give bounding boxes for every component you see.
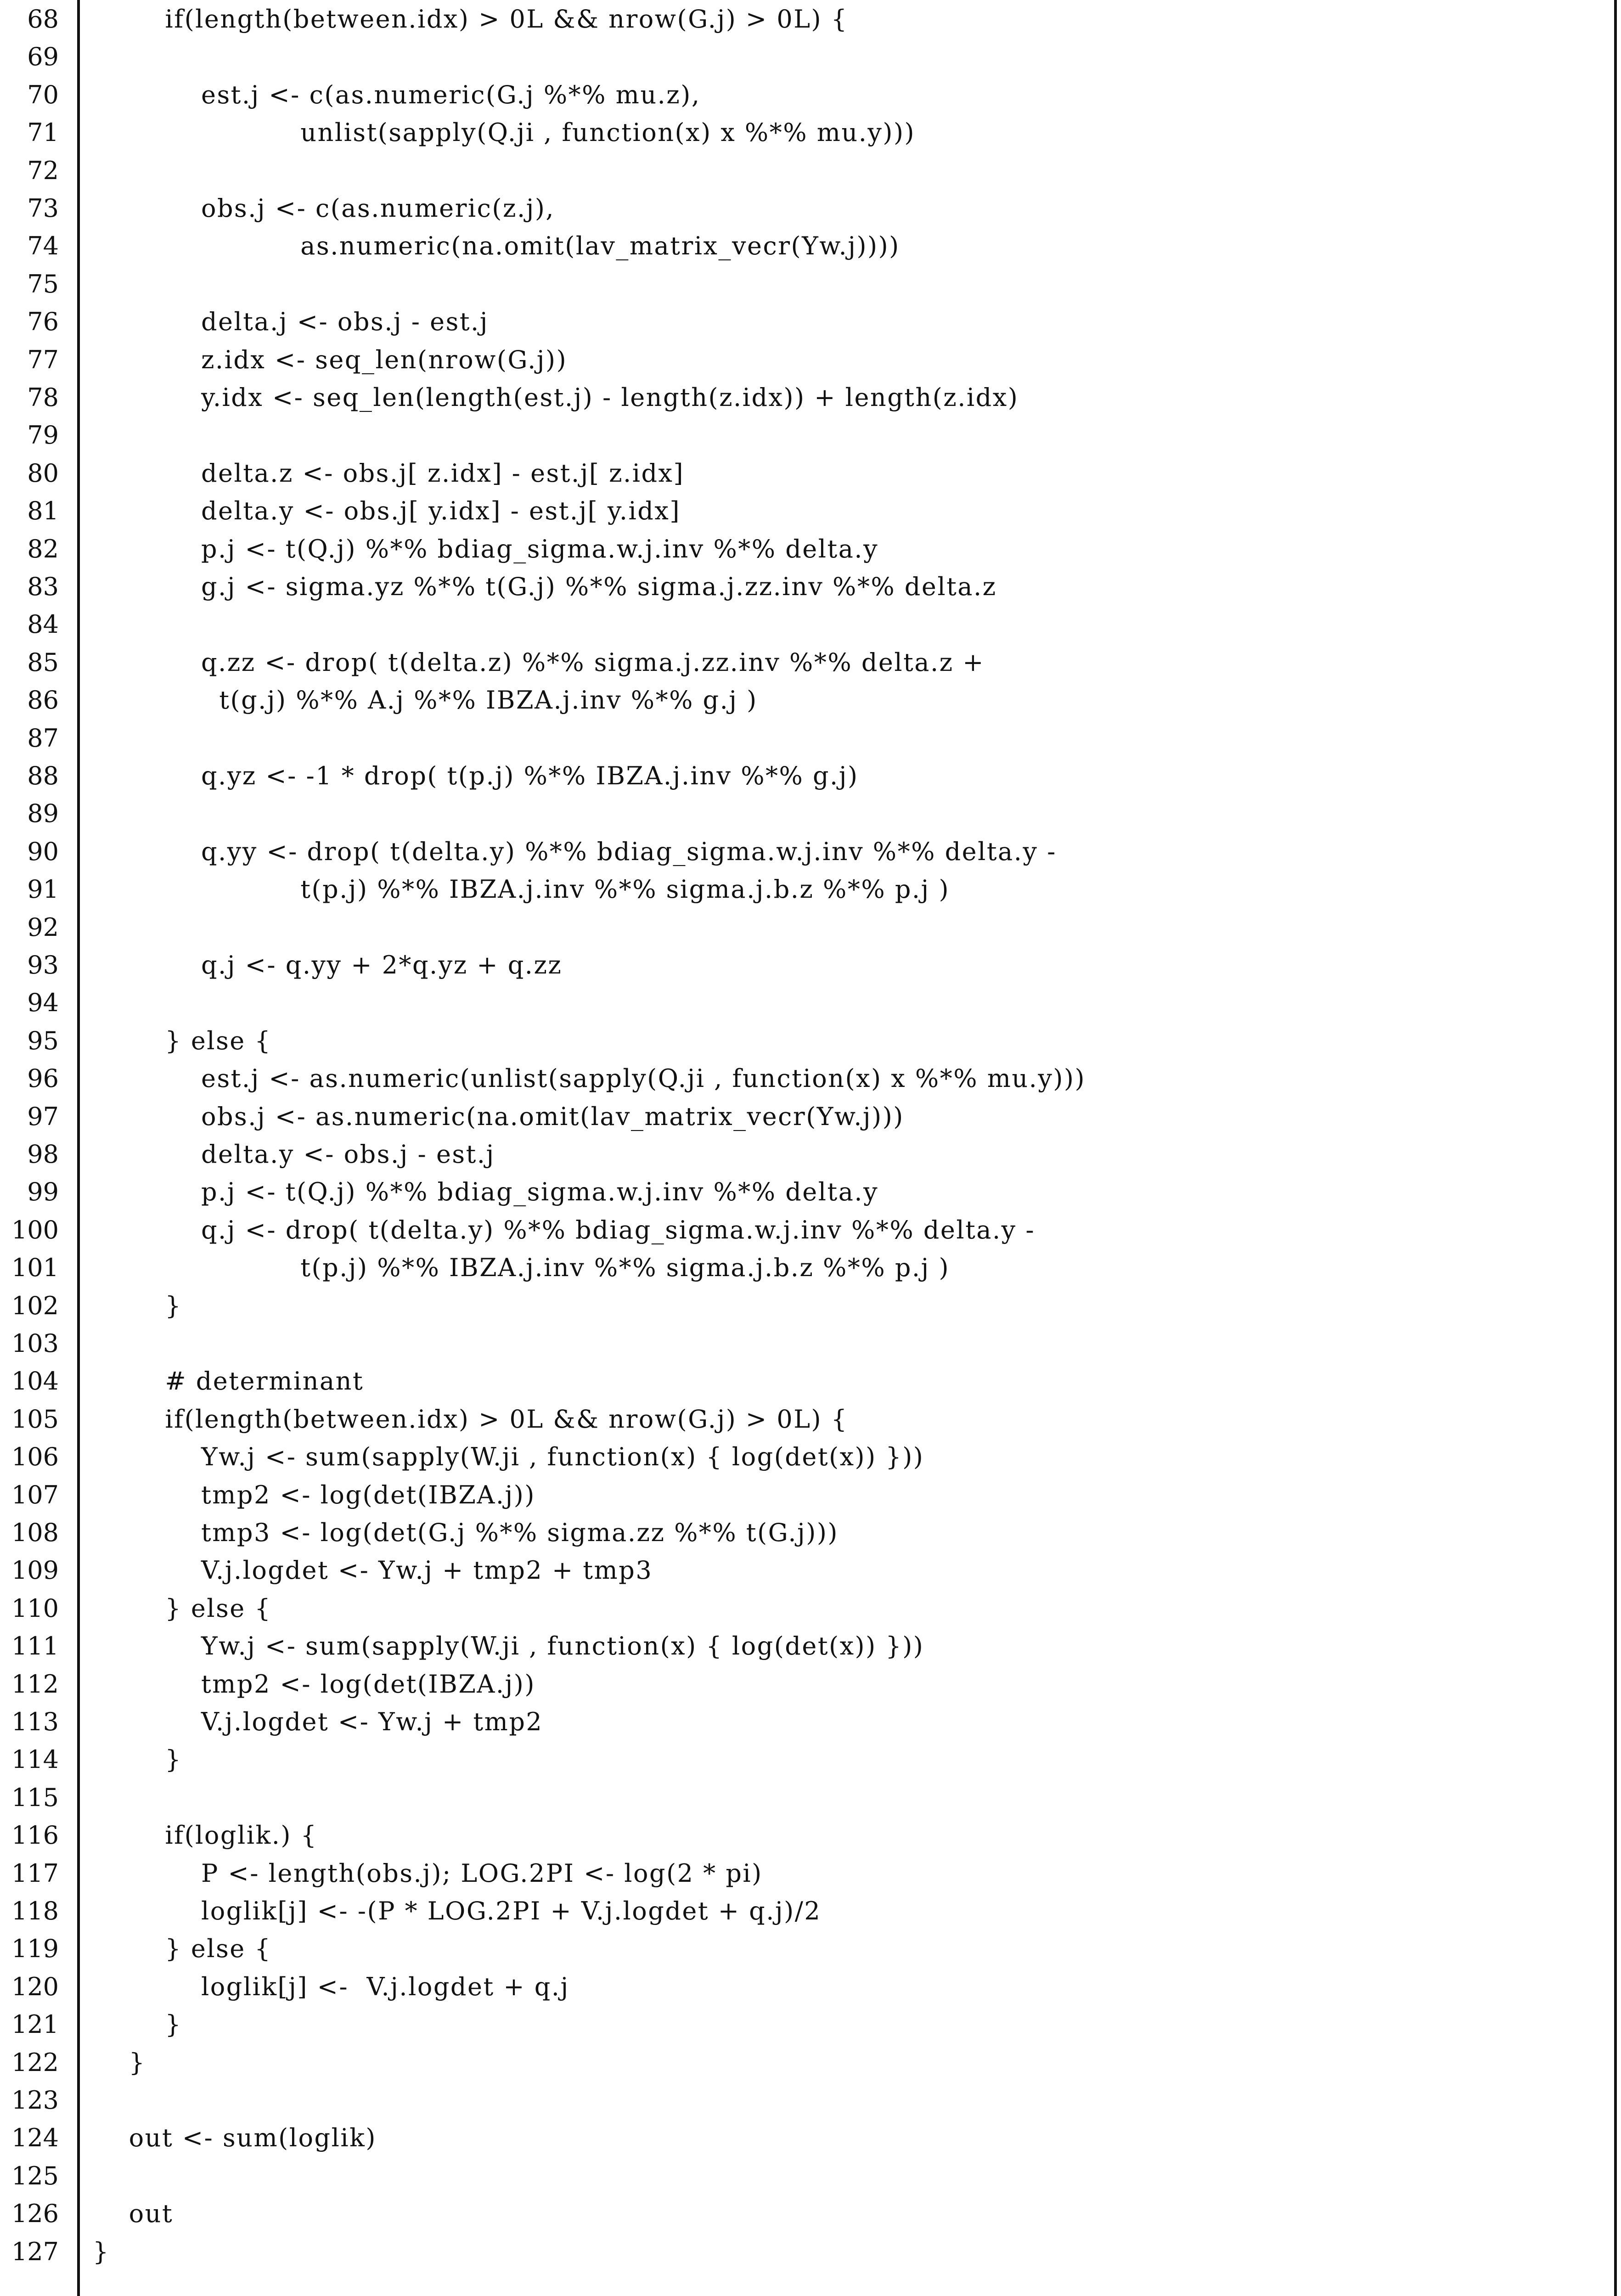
line-number: 121 — [11, 2010, 59, 2039]
code-line — [0, 946, 1621, 984]
line-number: 107 — [11, 1480, 59, 1509]
code-line — [0, 1590, 1621, 1627]
line-code: if(loglik.) { — [93, 1821, 318, 1850]
line-code: # determinant — [93, 1367, 364, 1396]
line-number: 69 — [27, 42, 59, 72]
code-line — [0, 833, 1621, 871]
code-line — [0, 2195, 1621, 2233]
code-line — [0, 644, 1621, 681]
line-number: 103 — [11, 1329, 59, 1358]
line-code: est.j <- c(as.numeric(G.j %*% mu.z), — [93, 80, 701, 109]
line-number: 83 — [27, 572, 59, 601]
code-line — [0, 416, 1621, 454]
line-code: q.j <- q.yy + 2*q.yz + q.zz — [93, 951, 563, 979]
code-line — [0, 1438, 1621, 1476]
code-line — [0, 1211, 1621, 1249]
code-line — [0, 76, 1621, 114]
line-number: 81 — [27, 496, 59, 526]
line-code: tmp2 <- log(det(IBZA.j)) — [93, 1480, 535, 1509]
line-code: obs.j <- c(as.numeric(z.j), — [93, 194, 555, 223]
code-line — [0, 1552, 1621, 1589]
code-line — [0, 341, 1621, 379]
line-number: 117 — [11, 1858, 59, 1888]
line-number: 113 — [11, 1707, 59, 1736]
code-line — [0, 757, 1621, 795]
code-line — [0, 227, 1621, 265]
line-code: loglik[j] <- -(P * LOG.2PI + V.j.logdet + q.j)/2 — [93, 1896, 822, 1925]
line-code: q.yz <- -1 * drop( t(p.j) %*% IBZA.j.inv %*% g.j) — [93, 761, 859, 790]
line-number: 71 — [27, 118, 59, 147]
line-code: y.idx <- seq_len(length(est.j) - length(z.idx)) + length(z.idx) — [93, 383, 1019, 412]
code-line — [0, 2157, 1621, 2195]
code-line — [0, 1741, 1621, 1778]
line-number: 122 — [11, 2048, 59, 2077]
line-code: } else { — [93, 1026, 272, 1055]
code-line — [0, 1930, 1621, 1968]
line-code: est.j <- as.numeric(unlist(sapply(Q.ji , function(x) x %*% mu.y))) — [93, 1064, 1086, 1093]
line-number: 115 — [11, 1783, 59, 1812]
line-number: 126 — [11, 2199, 59, 2228]
line-code: tmp3 <- log(det(G.j %*% sigma.zz %*% t(G.j))) — [93, 1518, 839, 1547]
code-line — [0, 984, 1621, 1022]
line-code: } else { — [93, 1593, 272, 1623]
code-line — [0, 1703, 1621, 1741]
line-code: } — [93, 1745, 182, 1774]
line-code: loglik[j] <- V.j.logdet + q.j — [93, 1972, 569, 2001]
line-number: 123 — [11, 2086, 59, 2115]
line-number: 79 — [27, 421, 59, 450]
line-code: p.j <- t(Q.j) %*% bdiag_sigma.w.j.inv %*% delta.y — [93, 1177, 879, 1207]
code-line — [0, 568, 1621, 606]
line-code: V.j.logdet <- Yw.j + tmp2 + tmp3 — [93, 1556, 653, 1585]
line-code: delta.z <- obs.j[ z.idx] - est.j[ z.idx] — [93, 458, 685, 488]
line-number: 106 — [11, 1442, 59, 1472]
code-line — [0, 795, 1621, 833]
line-code: Yw.j <- sum(sapply(W.ji , function(x) { log(det(x)) })) — [93, 1632, 924, 1661]
line-number: 114 — [11, 1745, 59, 1774]
line-number: 105 — [11, 1404, 59, 1434]
line-number: 112 — [11, 1669, 59, 1699]
code-line — [0, 114, 1621, 152]
code-line — [0, 1892, 1621, 1930]
line-number: 73 — [27, 194, 59, 223]
line-code: } — [93, 2048, 146, 2077]
code-line — [0, 190, 1621, 227]
line-number: 101 — [11, 1253, 59, 1283]
line-code: as.numeric(na.omit(lav_matrix_vecr(Yw.j)))) — [93, 231, 900, 261]
line-number: 86 — [27, 686, 59, 715]
line-number: 100 — [11, 1215, 59, 1244]
line-number: 97 — [27, 1102, 59, 1131]
code-line — [0, 1627, 1621, 1665]
line-code: out — [93, 2199, 174, 2228]
code-line — [0, 606, 1621, 643]
line-number: 94 — [27, 988, 59, 1018]
code-line — [0, 1855, 1621, 1892]
code-line — [0, 1325, 1621, 1362]
line-code: tmp2 <- log(det(IBZA.j)) — [93, 1669, 535, 1699]
line-number: 99 — [27, 1177, 59, 1207]
line-number: 89 — [27, 799, 59, 828]
code-line — [0, 1362, 1621, 1400]
line-code: delta.j <- obs.j - est.j — [93, 307, 489, 337]
code-line — [0, 1514, 1621, 1552]
line-number: 93 — [27, 951, 59, 979]
line-code: t(p.j) %*% IBZA.j.inv %*% sigma.j.b.z %*% p.j ) — [93, 875, 950, 904]
code-line — [0, 909, 1621, 946]
line-code: } — [93, 2237, 110, 2266]
line-number: 104 — [11, 1367, 59, 1396]
line-number: 118 — [11, 1896, 59, 1925]
code-line — [0, 2006, 1621, 2043]
code-line — [0, 1249, 1621, 1287]
line-code: if(length(between.idx) > 0L && nrow(G.j) > 0L) { — [93, 5, 848, 34]
line-code: q.zz <- drop( t(delta.z) %*% sigma.j.zz.inv %*% delta.z + — [93, 647, 985, 677]
code-line — [0, 720, 1621, 757]
line-number: 90 — [27, 837, 59, 866]
code-line — [0, 1287, 1621, 1325]
code-line — [0, 38, 1621, 76]
line-number: 98 — [27, 1140, 59, 1169]
line-code: obs.j <- as.numeric(na.omit(lav_matrix_vecr(Yw.j))) — [93, 1102, 904, 1131]
code-line — [0, 1779, 1621, 1817]
line-number: 80 — [27, 458, 59, 488]
line-code: q.yy <- drop( t(delta.y) %*% bdiag_sigma.w.j.inv %*% delta.y - — [93, 837, 1057, 866]
code-line — [0, 871, 1621, 908]
line-number: 125 — [11, 2161, 59, 2190]
line-number: 119 — [11, 1934, 59, 1964]
line-number: 95 — [27, 1026, 59, 1055]
code-line — [0, 1666, 1621, 1703]
line-code: p.j <- t(Q.j) %*% bdiag_sigma.w.j.inv %*% delta.y — [93, 534, 879, 563]
line-code: delta.y <- obs.j - est.j — [93, 1140, 495, 1169]
line-number: 77 — [27, 345, 59, 374]
line-code: q.j <- drop( t(delta.y) %*% bdiag_sigma.w.j.inv %*% delta.y - — [93, 1215, 1036, 1244]
line-number: 78 — [27, 383, 59, 412]
code-line — [0, 303, 1621, 341]
line-number: 92 — [27, 912, 59, 942]
line-code: unlist(sapply(Q.ji , function(x) x %*% mu.y))) — [93, 118, 916, 147]
code-line — [0, 1476, 1621, 1514]
code-line — [0, 2044, 1621, 2082]
line-code: if(length(between.idx) > 0L && nrow(G.j) > 0L) { — [93, 1404, 848, 1434]
line-number: 74 — [27, 231, 59, 261]
line-number: 127 — [11, 2237, 59, 2266]
line-number: 124 — [11, 2123, 59, 2153]
line-code: V.j.logdet <- Yw.j + tmp2 — [93, 1707, 543, 1736]
code-line — [0, 1136, 1621, 1173]
line-code: Yw.j <- sum(sapply(W.ji , function(x) { log(det(x)) })) — [93, 1442, 924, 1472]
line-code: } else { — [93, 1934, 272, 1964]
code-line — [0, 1817, 1621, 1854]
code-line — [0, 530, 1621, 568]
line-number: 102 — [11, 1291, 59, 1320]
line-number: 108 — [11, 1518, 59, 1547]
line-number: 120 — [11, 1972, 59, 2001]
code-line — [0, 1173, 1621, 1211]
line-number: 70 — [27, 80, 59, 109]
line-number: 110 — [11, 1593, 59, 1623]
code-line — [0, 1098, 1621, 1136]
code-line — [0, 152, 1621, 190]
line-number: 91 — [27, 875, 59, 904]
code-line — [0, 0, 1621, 38]
line-code: } — [93, 1291, 182, 1320]
line-number: 76 — [27, 307, 59, 337]
code-line — [0, 1022, 1621, 1060]
code-line — [0, 2233, 1621, 2271]
code-line — [0, 1060, 1621, 1097]
code-line — [0, 1968, 1621, 2006]
line-number: 84 — [27, 610, 59, 639]
line-number: 116 — [11, 1821, 59, 1850]
line-number: 82 — [27, 534, 59, 563]
line-code: t(g.j) %*% A.j %*% IBZA.j.inv %*% g.j ) — [93, 686, 758, 715]
code-line — [0, 455, 1621, 492]
code-line — [0, 379, 1621, 416]
line-number: 72 — [27, 156, 59, 185]
line-number: 75 — [27, 269, 59, 298]
line-code: } — [93, 2010, 182, 2039]
line-number: 96 — [27, 1064, 59, 1093]
line-code: P <- length(obs.j); LOG.2PI <- log(2 * pi) — [93, 1858, 763, 1888]
line-number: 109 — [11, 1556, 59, 1585]
code-line — [0, 492, 1621, 530]
code-line — [0, 681, 1621, 719]
line-number: 111 — [11, 1632, 59, 1661]
code-line — [0, 265, 1621, 303]
line-number: 88 — [27, 761, 59, 790]
line-number: 68 — [27, 5, 59, 34]
code-line — [0, 2082, 1621, 2119]
line-code: z.idx <- seq_len(nrow(G.j)) — [93, 345, 568, 374]
line-code: out <- sum(loglik) — [93, 2123, 377, 2153]
line-code: g.j <- sigma.yz %*% t(G.j) %*% sigma.j.zz.inv %*% delta.z — [93, 572, 997, 601]
line-code: delta.y <- obs.j[ y.idx] - est.j[ y.idx] — [93, 496, 681, 526]
line-number: 87 — [27, 723, 59, 753]
line-code: t(p.j) %*% IBZA.j.inv %*% sigma.j.b.z %*% p.j ) — [93, 1253, 950, 1283]
code-line — [0, 1401, 1621, 1438]
line-number: 85 — [27, 647, 59, 677]
code-line — [0, 2119, 1621, 2157]
